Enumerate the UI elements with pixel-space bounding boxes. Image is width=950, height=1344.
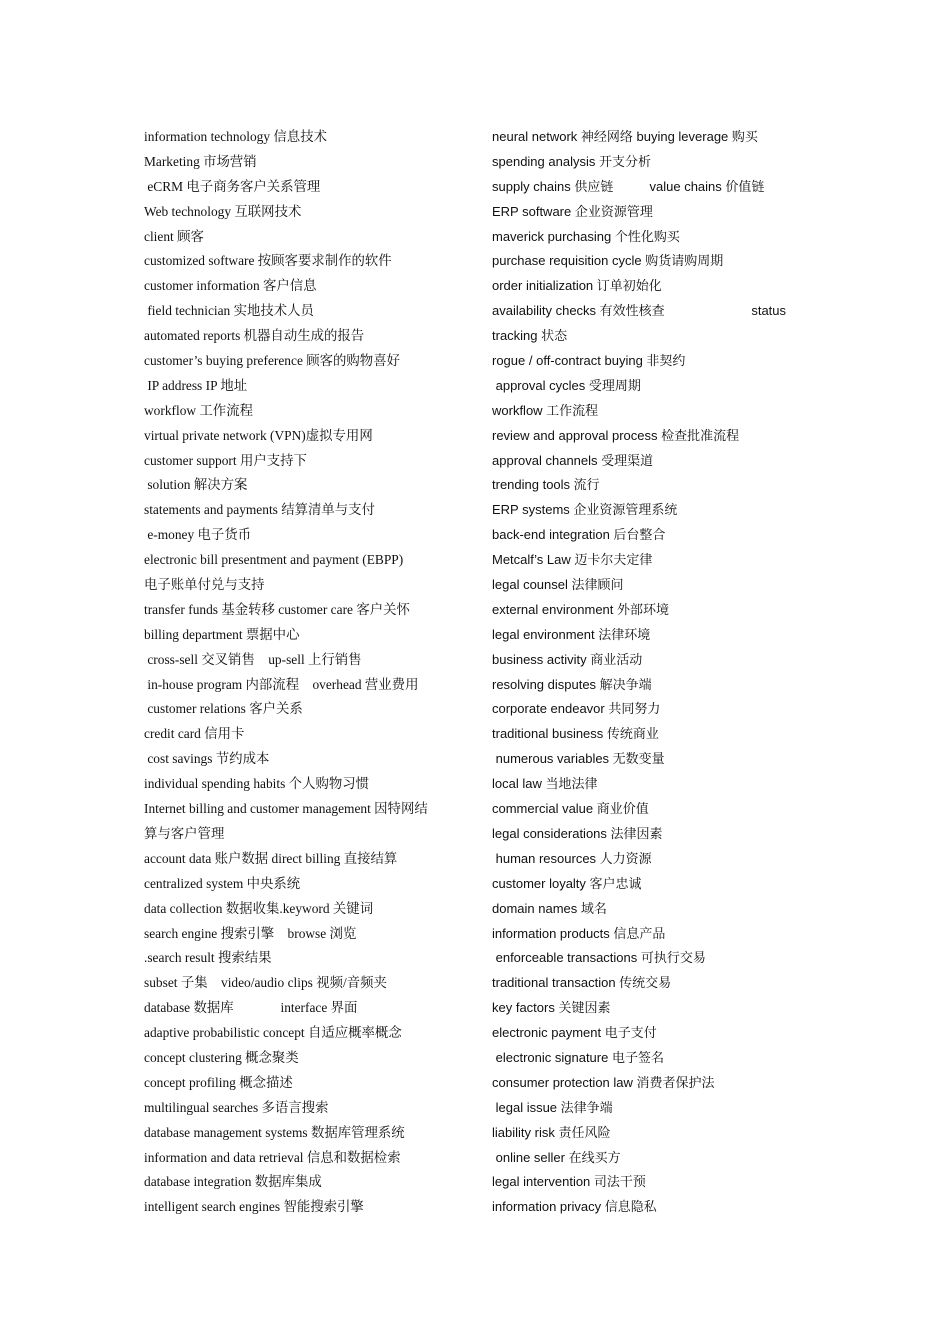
left-term-line: multilingual searches 多语言搜索 — [144, 1099, 329, 1115]
left-term-line: database integration 数据库集成 — [144, 1174, 322, 1190]
right-term-line: legal counsel 法律顾问 — [492, 577, 624, 593]
left-term-line: IP address IP 地址 — [144, 377, 248, 393]
right-term-line: electronic payment 电子支付 — [492, 1025, 657, 1041]
left-term-line: virtual private network (VPN)虚拟专用网 — [144, 427, 373, 443]
left-term-line: customer’s buying preference 顾客的购物喜好 — [144, 353, 400, 369]
right-term-line: tracking 状态 — [492, 328, 568, 344]
left-term-line: customer information 客户信息 — [144, 278, 317, 294]
right-term-line: online seller 在线买方 — [492, 1149, 621, 1165]
left-term-line: .search result 搜索结果 — [144, 950, 272, 966]
right-term-line: legal intervention 司法干预 — [492, 1174, 646, 1190]
right-term-line: numerous variables 无数变量 — [492, 751, 665, 767]
right-term-line: electronic signature 电子签名 — [492, 1049, 664, 1065]
right-term-line: ERP software 企业资源管理 — [492, 203, 653, 219]
left-term-line: billing department 票据中心 — [144, 626, 300, 642]
right-term-line: maverick purchasing 个性化购买 — [492, 228, 680, 244]
right-term-line: legal considerations 法律因素 — [492, 825, 663, 841]
right-term-line: legal issue 法律争端 — [492, 1099, 613, 1115]
right-term-line: approval channels 受理渠道 — [492, 452, 654, 468]
right-term-line: enforceable transactions 可执行交易 — [492, 950, 706, 966]
right-term-line: Metcalf’s Law 迈卡尔夫定律 — [492, 552, 653, 568]
right-term-line: workflow 工作流程 — [492, 402, 599, 418]
right-term-line: key factors 关键因素 — [492, 1000, 611, 1016]
left-term-line: subset 子集 video/audio clips 视频/音频夹 — [144, 975, 387, 991]
left-term-line: cross-sell 交叉销售 up-sell 上行销售 — [144, 651, 362, 667]
left-term-line: search engine 搜索引擎 browse 浏览 — [144, 925, 357, 941]
left-term-line: individual spending habits 个人购物习惯 — [144, 776, 370, 792]
left-term-line: transfer funds 基金转移 customer care 客户关怀 — [144, 601, 410, 617]
right-term-line: order initialization 订单初始化 — [492, 278, 662, 294]
left-term-line: customer support 用户支持下 — [144, 452, 307, 468]
right-term-line: availability checks 有效性核查 status — [492, 303, 787, 319]
right-term-line: trending tools 流行 — [492, 477, 600, 493]
left-term-line: solution 解决方案 — [144, 477, 248, 493]
right-term-line: information privacy 信息隐私 — [492, 1199, 657, 1215]
left-term-line: client 顾客 — [144, 228, 204, 244]
left-term-line: Internet billing and customer management 因特网结 — [144, 801, 428, 817]
right-term-line: supply chains 供应链 value chains 价值链 — [492, 178, 765, 194]
left-term-line: intelligent search engines 智能搜索引擎 — [144, 1199, 364, 1215]
right-term-line: external environment 外部环境 — [492, 601, 670, 617]
left-term-line: credit card 信用卡 — [144, 726, 245, 742]
left-term-line: adaptive probabilistic concept 自适应概率概念 — [144, 1025, 402, 1041]
right-term-line: legal environment 法律环境 — [492, 626, 651, 642]
left-column-glossary — [144, 125, 464, 1220]
left-term-line: database 数据库 interface 界面 — [144, 1000, 358, 1016]
right-term-line: liability risk 责任风险 — [492, 1124, 611, 1140]
left-term-line: e-money 电子货币 — [144, 527, 252, 543]
right-term-line: commercial value 商业价值 — [492, 801, 649, 817]
left-term-line: customer relations 客户关系 — [144, 701, 303, 717]
right-term-line: traditional transaction 传统交易 — [492, 975, 672, 991]
right-term-line: spending analysis 开支分析 — [492, 153, 651, 169]
left-term-line: electronic bill presentment and payment (EBPP) — [144, 552, 404, 568]
left-term-line: cost savings 节约成本 — [144, 751, 270, 767]
right-term-line: customer loyalty 客户忠诚 — [492, 875, 642, 891]
left-term-line: centralized system 中央系统 — [144, 875, 301, 891]
right-term-line: back-end integration 后台整合 — [492, 527, 666, 543]
left-term-line: field technician 实地技术人员 — [144, 303, 314, 319]
right-term-line: consumer protection law 消费者保护法 — [492, 1074, 715, 1090]
left-term-line: database management systems 数据库管理系统 — [144, 1124, 405, 1140]
left-term-line: information and data retrieval 信息和数据检索 — [144, 1149, 401, 1165]
left-term-line: eCRM 电子商务客户关系管理 — [144, 178, 321, 194]
left-term-line: data collection 数据收集.keyword 关键词 — [144, 900, 374, 916]
left-term-line: 算与客户管理 — [144, 825, 225, 841]
left-term-line: 电子账单付兑与支持 — [144, 577, 265, 593]
right-term-line: approval cycles 受理周期 — [492, 377, 641, 393]
left-term-line: concept profiling 概念描述 — [144, 1074, 293, 1090]
right-term-line: resolving disputes 解决争端 — [492, 676, 652, 692]
right-term-line: review and approval process 检查批准流程 — [492, 427, 740, 443]
left-term-line: automated reports 机器自动生成的报告 — [144, 328, 365, 344]
left-term-line: customized software 按顾客要求制作的软件 — [144, 253, 392, 269]
right-column-glossary — [492, 125, 812, 1220]
left-term-line: workflow 工作流程 — [144, 402, 253, 418]
right-term-line: corporate endeavor 共同努力 — [492, 701, 661, 717]
right-term-line: human resources 人力资源 — [492, 850, 652, 866]
right-term-line: business activity 商业活动 — [492, 651, 643, 667]
right-term-line: ERP systems 企业资源管理系统 — [492, 502, 678, 518]
right-term-line: neural network 神经网络 buying leverage 购买 — [492, 129, 758, 144]
right-term-line: traditional business 传统商业 — [492, 726, 659, 742]
right-term-line: rogue / off-contract buying 非契约 — [492, 353, 686, 369]
right-term-line: purchase requisition cycle 购货请购周期 — [492, 253, 724, 269]
left-term-line: concept clustering 概念聚类 — [144, 1049, 299, 1065]
right-term-line: information products 信息产品 — [492, 925, 666, 941]
left-term-line: in-house program 内部流程 overhead 营业费用 — [144, 676, 419, 692]
left-term-line: information technology 信息技术 — [144, 129, 327, 144]
left-term-line: statements and payments 结算清单与支付 — [144, 502, 375, 518]
left-term-line: Web technology 互联网技术 — [144, 203, 302, 219]
right-term-line: local law 当地法律 — [492, 776, 598, 792]
left-term-line: Marketing 市场营销 — [144, 153, 257, 169]
left-term-line: account data 账户数据 direct billing 直接结算 — [144, 850, 398, 866]
right-term-line: domain names 域名 — [492, 900, 607, 916]
